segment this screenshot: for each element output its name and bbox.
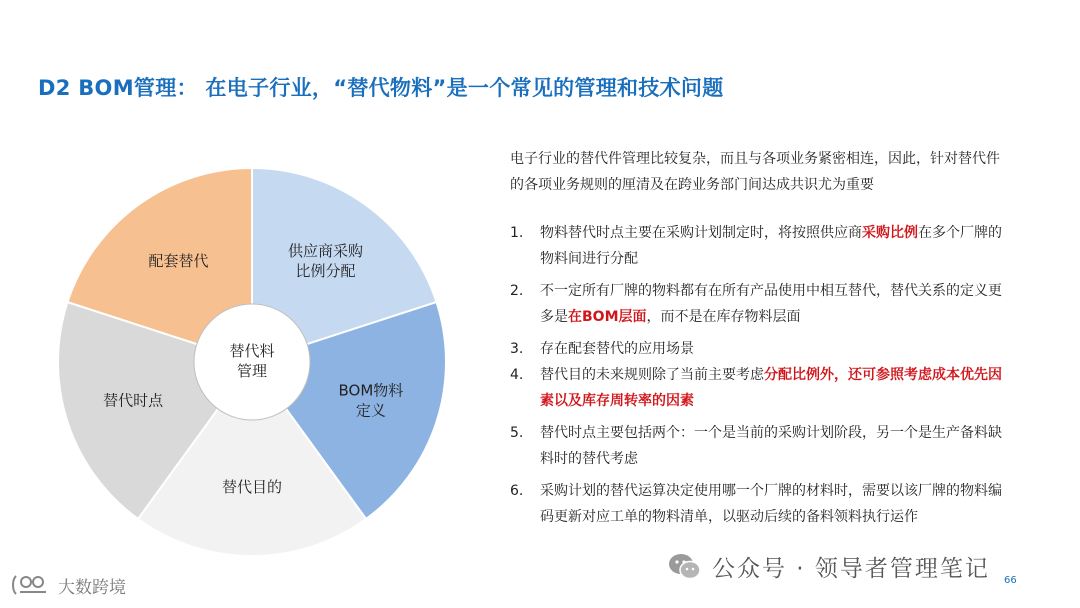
list-item	[510, 336, 1010, 362]
list-item-text-tail: 在多个厂牌的物料间进行分配	[540, 225, 1002, 267]
ring-diagram	[52, 158, 452, 558]
segment-label: 替代目的	[221, 478, 283, 496]
page-number: 66	[1004, 575, 1017, 586]
list-item-number: 1.	[510, 225, 524, 241]
list-item-number: 4.	[510, 367, 524, 383]
brand-logo-text: 大数跨境	[58, 577, 126, 598]
ring-diagram-svg	[52, 158, 452, 558]
segment-label: 供应商采购	[287, 241, 363, 260]
list-item-number: 3.	[510, 341, 524, 357]
list-item-text: 不一定所有厂牌的物料都有在所有产品使用中相互替代，替代关系的定义更多是	[540, 283, 1002, 325]
list-item	[510, 362, 1010, 414]
list-item-number: 6.	[510, 483, 524, 499]
list-item-number: 2.	[510, 283, 524, 299]
brand-logo	[10, 572, 126, 598]
center-label-line1: 替代料	[229, 342, 275, 360]
segment-label: 替代时点	[103, 391, 164, 410]
watermark	[668, 550, 990, 583]
list-item-highlight: 采购比例	[862, 225, 918, 241]
list-item-text: 物料替代时点主要在采购计划制定时，将按照供应商	[540, 225, 862, 241]
watermark-text: 公众号 · 领导者管理笔记	[712, 556, 990, 582]
list-item-number: 5.	[510, 425, 524, 441]
brand-logo-icon	[10, 572, 52, 598]
point-list	[510, 220, 1010, 536]
list-item-highlight: 分配比例外，还可参照考虑成本优先因素以及库存周转率的因素	[540, 367, 1002, 409]
list-item-highlight: 在BOM层面	[568, 309, 647, 325]
wechat-icon	[668, 552, 702, 582]
list-item-text-tail: ，而不是在库存物料层面	[646, 309, 801, 325]
list-item-text: 替代时点主要包括两个：一个是当前的采购计划阶段，另一个是生产备料缺料时的替代考虑	[540, 425, 1002, 467]
center-label-line2: 管理	[236, 362, 268, 380]
intro-paragraph: 电子行业的替代件管理比较复杂，而且与各项业务紧密相连，因此，针对替代件的各项业务规则的厘清及在跨业务部门间达成共识尤为重要	[510, 151, 1000, 193]
list-item-text: 采购计划的替代运算决定使用哪一个厂牌的材料时，需要以该厂牌的物料编码更新对应工单的物料清单，以驱动后续的备料领料执行运作	[540, 483, 1002, 525]
segment-label: 比例分配	[295, 261, 356, 280]
list-item	[510, 478, 1010, 530]
segment-label: BOM物料	[338, 381, 404, 400]
list-item	[510, 220, 1010, 272]
list-item-text: 替代目的未来规则除了当前主要考虑	[540, 367, 764, 383]
list-item	[510, 278, 1010, 330]
list-item-text: 存在配套替代的应用场景	[540, 341, 694, 357]
list-item	[510, 420, 1010, 472]
segment-label: 配套替代	[148, 251, 209, 270]
page-title: D2 BOM管理： 在电子行业，“替代物料”是一个常见的管理和技术问题	[38, 76, 724, 100]
segment-label: 定义	[355, 401, 386, 420]
